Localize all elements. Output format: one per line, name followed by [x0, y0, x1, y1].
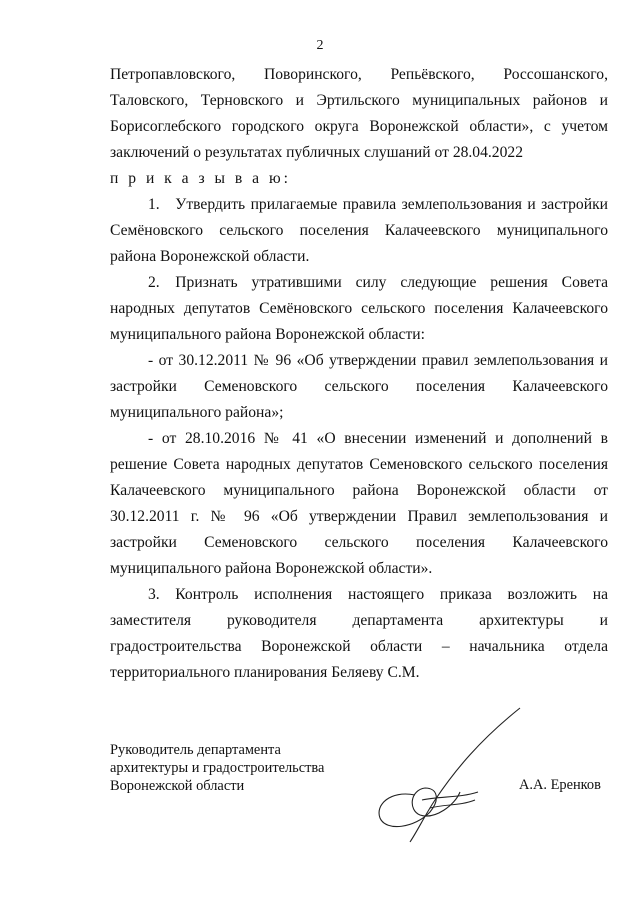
signer-position-line-1: Руководитель департамента	[110, 742, 281, 758]
signer-position-line-2: архитектуры и градостроительства	[110, 760, 325, 776]
signatory-name: А.А. Еренков	[519, 777, 601, 793]
signer-position-line-3: Воронежской области	[110, 778, 245, 794]
order-heading: п р и к а з ы в а ю:	[110, 170, 291, 187]
clause-2: 2. Признать утратившими силу следующие решения Совета народных депутатов Семёновского сельского поселения Калачеевского муниципального района Воронежской области:	[110, 274, 608, 343]
page-number: 2	[316, 38, 324, 53]
signature-title-block	[110, 741, 324, 795]
clause-2-item-1: - от 30.12.2011 № 96 «Об утверждении правил землепользования и застройки Семеновского сельского поселения Калачеевского муниципального района»;	[110, 352, 608, 421]
document-body	[110, 62, 608, 686]
clause-3: 3. Контроль исполнения настоящего приказа возложить на заместителя руководителя департамента архитектуры и градостроительства Воронежской области – начальника отдела территориального планирования Беляеву С.М.	[110, 586, 608, 681]
intro-paragraph: Петропавловского, Поворинского, Репьёвского, Россошанского, Таловского, Терновского и Эртильского муниципальных районов и Борисоглебского городского округа Воронежской области», с учетом заключений о результатах публичных слушаний от 28.04.2022	[110, 66, 608, 161]
handwritten-signature	[360, 700, 530, 850]
clause-2-item-2: - от 28.10.2016 № 41 «О внесении изменений и дополнений в решение Совета народных депутатов Семеновского сельского поселения Калачеевского муниципального района Воронежской области от 30.12.2011 г. № 96 «Об утверждении Правил землепользования и застройки Семеновского сельского поселения Калачеевского муниципального района Воронежской области».	[110, 430, 608, 577]
clause-1: 1. Утвердить прилагаемые правила землепользования и застройки Семёновского сельского поселения Калачеевского муниципального района Воронежской области.	[110, 196, 608, 265]
